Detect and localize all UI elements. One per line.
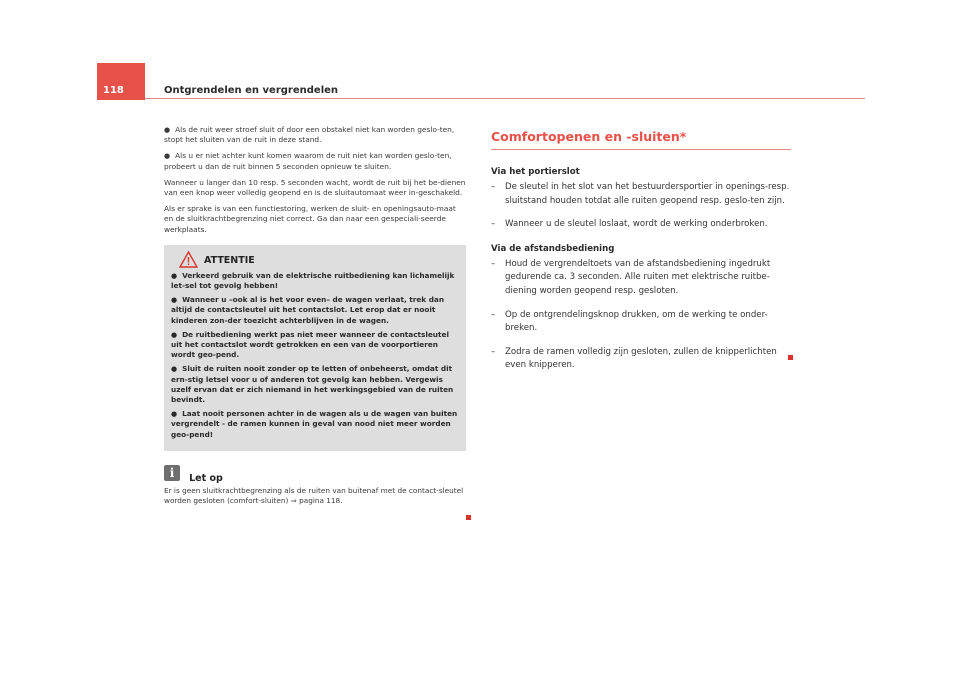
warning-item: ● De ruitbediening werkt pas niet meer wanneer de contactsleutel uit het contactslot wordt getrokken en een van de voorportieren wordt geo-pend. xyxy=(171,329,449,360)
step-item: – Zodra de ramen volledig zijn gesloten, zullen de knipperlichten even knipperen. xyxy=(491,346,777,371)
bullet-item: ● Als u er niet achter kunt komen waarom de ruit niet kan worden geslo-ten, probeert u dan de ruit binnen 5 seconden opnieuw te sluiten. xyxy=(164,151,452,171)
warning-item: ● Verkeerd gebruik van de elektrische ruitbediening kan lichamelijk let-sel tot gevolg hebben! xyxy=(171,270,455,291)
warning-triangle-icon xyxy=(179,251,198,268)
step-item: – Wanneer u de sleutel loslaat, wordt de werking onderbroken. xyxy=(491,219,768,230)
paragraph: Als er sprake is van een functiestoring, werken de sluit- en openingsauto-maat en de sluitkrachtbegrenzing niet correct. Ga dan naar een gespeciali-seerde werkplaats. xyxy=(164,204,456,234)
warning-header xyxy=(171,251,459,269)
warning-item: ● Sluit de ruiten nooit zonder op te letten of onbeheerst, omdat dit ern-stig letsel voor u of anderen tot gevolg kan hebben. Vergewis uzelf ervan dat er zich niemand in het werkingsgebied van de ruiten bevindt. xyxy=(171,364,454,405)
section-end-marker xyxy=(466,515,471,520)
paragraph: Wanneer u langer dan 10 resp. 5 seconden wacht, wordt de ruit bij het be-dienen van een knop weer volledig geopend en is de sluitautomaat weer in-geschakeld. xyxy=(164,177,466,198)
section-title: Comfortopenen en -sluiten* xyxy=(491,129,687,144)
warning-title: ATTENTIE xyxy=(204,254,255,266)
bullet-icon: ● xyxy=(171,296,178,305)
bullet-icon: ● xyxy=(164,126,171,134)
bullet-icon: ● xyxy=(171,271,178,280)
left-body xyxy=(164,125,466,235)
subsection-heading: Via de afstandsbediening xyxy=(491,243,615,254)
bullet-icon: ● xyxy=(164,152,171,161)
note-text: Er is geen sluitkrachtbegrenzing als de ruiten van buitenaf met de contact-sleutel worden gesloten (comfort-sluiten) ⇒ pagina 118. xyxy=(164,485,464,505)
subsection-heading: Via het portierslot xyxy=(491,167,580,177)
info-icon: i xyxy=(164,465,180,481)
step-item: – Op de ontgrendelingsknop drukken, om de werking te onder-breken. xyxy=(491,309,768,334)
bullet-icon: ● xyxy=(171,330,178,339)
bullet-icon: ● xyxy=(171,410,178,419)
warning-item: ● Wanneer u –ook al is het voor even– de wagen verlaat, trek dan altijd de contactsleutel uit het contactslot. Let erop dat er nooit kinderen zon-der toezicht achterblijven in de wagen. xyxy=(171,295,445,325)
section-end-marker xyxy=(788,355,793,360)
bullet-icon: ● xyxy=(171,365,178,374)
bullet-item: ● Als de ruit weer stroef sluit of door een obstakel niet kan worden geslo-ten, stopt het sluiten van de ruit in deze stand. xyxy=(164,125,455,145)
note-title: Let op xyxy=(189,472,223,484)
warning-item: ● Laat nooit personen achter in de wagen als u de wagen van buiten vergrendelt - de ramen kunnen in geval van nood niet meer worden geo-pend! xyxy=(171,409,458,439)
note-section xyxy=(164,465,466,506)
warning-box xyxy=(164,245,466,451)
step-item: – Houd de vergrendeltoets van de afstandsbediening ingedrukt gedurende ca. 3 seconden. Alle ruiten met elektrische ruitbe-diening worden geopend resp. gesloten. xyxy=(491,258,771,296)
header-divider xyxy=(145,98,865,99)
section-divider xyxy=(491,149,791,150)
page-number: 118 xyxy=(103,85,124,96)
right-column xyxy=(491,125,793,373)
left-column xyxy=(164,125,466,506)
chapter-title: Ontgrendelen en vergrendelen xyxy=(164,85,339,96)
step-item: – De sleutel in het slot van het bestuurdersportier in openings-resp. sluitstand houden totdat alle ruiten geopend resp. geslo-ten zijn. xyxy=(491,182,790,206)
